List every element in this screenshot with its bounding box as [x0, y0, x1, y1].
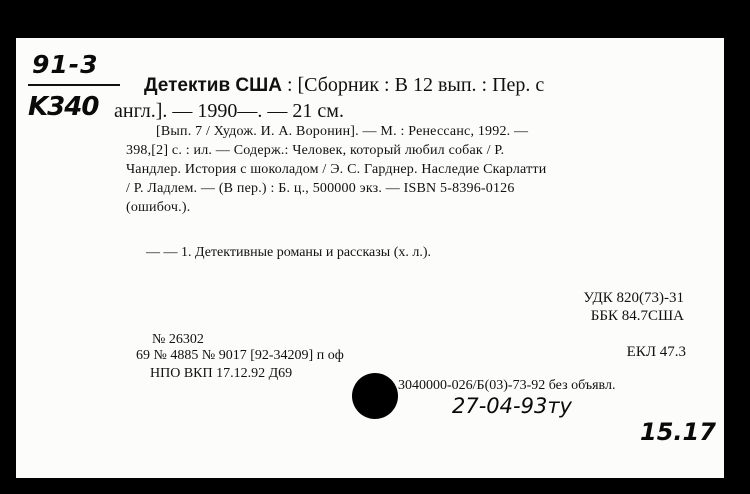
udk-code: УДК 820(73)-31 [583, 290, 684, 306]
book-title: Детектив США [144, 75, 282, 96]
heading-line-1-rest: : [Сборник : В 12 вып. : Пер. с [286, 74, 545, 96]
call-number-top: 91-3 [32, 50, 99, 79]
ekl-code: ЕКЛ 47.3 [626, 344, 686, 360]
handwritten-date: 27-04-93ту [452, 394, 572, 418]
card-punch-hole [352, 373, 398, 419]
publication-code: 3040000-026/Б(03)-73-92 без объявл. [398, 378, 616, 393]
handwritten-mark: 15.17 [640, 418, 716, 446]
heading-line-2: англ.]. — 1990—. — 21 см. [114, 100, 344, 122]
call-number-bottom: K340 [28, 92, 99, 122]
call-number-divider [28, 84, 120, 86]
order-line: 69 № 4885 № 9017 [92-34209] п оф [136, 348, 344, 363]
description-line-3: Чандлер. История с шоколадом / Э. С. Гарднер. Наследие Скарлатти [126, 162, 547, 177]
description-line-5: (ошибоч.). [126, 200, 191, 215]
bbk-code: ББК 84.7США [590, 308, 684, 324]
heading-line-1 [144, 74, 544, 97]
description-line-2: 398,[2] с. : ил. — Содерж.: Человек, который любил собак / Р. [126, 143, 505, 158]
publisher-line: НПО ВКП 17.12.92 Д69 [150, 366, 293, 381]
description-line-4: / Р. Ладлем. — (В пер.) : Б. ц., 500000 экз. — ISBN 5-8396-0126 [126, 181, 515, 196]
catalog-card [16, 38, 724, 478]
card-number: № 26302 [152, 332, 204, 347]
subject-heading: — — 1. Детективные романы и рассказы (х. л.). [146, 245, 432, 260]
description-line-1: [Вып. 7 / Худож. И. А. Воронин]. — М. : Ренессанс, 1992. — [156, 124, 529, 139]
